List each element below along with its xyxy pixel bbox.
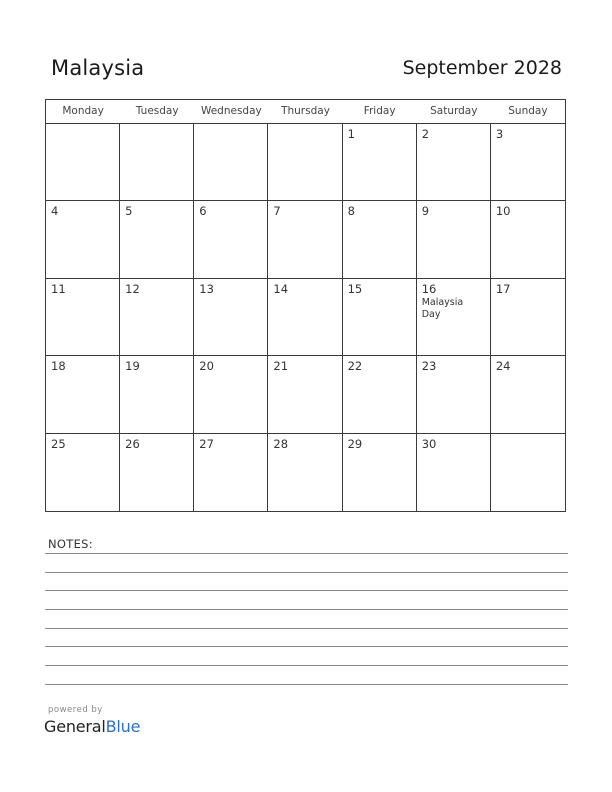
note-line: [45, 609, 568, 610]
day-cell: [46, 356, 120, 433]
day-number: 8: [347, 204, 355, 219]
brand-logo[interactable]: [44, 717, 140, 736]
day-cell: [491, 201, 565, 278]
day-number: 5: [125, 204, 133, 219]
brand-general-text: General: [44, 717, 106, 736]
day-cell: [194, 434, 268, 511]
day-cell: [417, 201, 491, 278]
powered-by-text: powered by: [48, 705, 103, 715]
day-cell: [46, 279, 120, 356]
note-line: [45, 684, 568, 685]
day-cell: [491, 124, 565, 201]
day-cell: [491, 356, 565, 433]
day-number: 7: [273, 204, 281, 219]
country-title: Malaysia: [51, 56, 145, 80]
day-cell: [491, 434, 565, 511]
day-number: 11: [51, 281, 66, 296]
day-cell: [194, 201, 268, 278]
day-number: 6: [199, 204, 207, 219]
day-cell: [194, 356, 268, 433]
day-number: 23: [421, 359, 437, 374]
day-number: 15: [347, 281, 363, 296]
brand-blue-text: Blue: [105, 717, 141, 736]
day-cell: [268, 356, 342, 433]
day-cell: [46, 201, 120, 278]
weekday-tuesday: Tuesday: [135, 105, 179, 117]
day-cell: [120, 434, 194, 511]
day-number: 28: [273, 436, 289, 451]
day-cell: [417, 279, 491, 356]
day-cell: [120, 201, 194, 278]
day-number: 17: [495, 281, 511, 296]
day-cell: [417, 356, 491, 433]
note-line: [45, 553, 568, 554]
day-number: 1: [347, 127, 355, 141]
day-number: 3: [495, 127, 504, 141]
day-number: 21: [273, 359, 289, 374]
day-cell: [46, 434, 120, 511]
weekday-header-row: [46, 100, 565, 124]
day-cell: [120, 279, 194, 356]
day-number: 14: [273, 281, 289, 296]
day-cell: [120, 124, 194, 201]
day-number: 29: [347, 436, 363, 451]
calendar-grid: [46, 124, 565, 511]
day-cell: [417, 434, 491, 511]
day-cell: [343, 356, 417, 433]
day-cell: [343, 124, 417, 201]
day-number: 18: [51, 359, 66, 374]
day-number: 27: [199, 436, 214, 451]
day-number: 25: [51, 436, 66, 451]
day-number: 19: [125, 359, 140, 374]
day-cell: [46, 124, 120, 201]
note-line: [45, 572, 568, 573]
weekday-thursday: Thursday: [281, 105, 330, 117]
day-number: 22: [347, 359, 363, 374]
note-line: [45, 665, 568, 666]
day-number: 16: [421, 281, 437, 296]
note-line: [45, 628, 568, 629]
day-number: 4: [51, 204, 59, 219]
weekday-friday: Friday: [363, 105, 396, 117]
holiday-label: Malaysia Day: [421, 296, 464, 320]
day-cell: [343, 201, 417, 278]
weekday-saturday: Saturday: [430, 105, 478, 117]
day-number: 12: [125, 281, 140, 296]
day-cell: [194, 124, 268, 201]
day-cell: [417, 124, 491, 201]
day-number: 2: [421, 127, 430, 141]
note-line: [45, 646, 568, 647]
note-line: [45, 590, 568, 591]
day-cell: [268, 201, 342, 278]
weekday-wednesday: Wednesday: [200, 105, 262, 117]
day-cell: [268, 279, 342, 356]
day-number: 26: [125, 436, 140, 451]
day-cell: [491, 279, 565, 356]
day-cell: [343, 279, 417, 356]
day-cell: [268, 124, 342, 201]
weekday-sunday: Sunday: [508, 105, 548, 117]
day-number: 13: [199, 281, 214, 296]
day-number: 9: [421, 204, 430, 219]
weekday-monday: Monday: [62, 105, 104, 117]
day-number: 30: [421, 436, 437, 451]
day-cell: [343, 434, 417, 511]
day-cell: [194, 279, 268, 356]
day-cell: [120, 356, 194, 433]
day-number: 20: [199, 359, 214, 374]
day-cell: [268, 434, 342, 511]
day-number: 10: [495, 204, 511, 219]
month-year-title: September 2028: [402, 57, 562, 79]
day-number: 24: [495, 359, 511, 374]
calendar-table: [45, 99, 566, 512]
notes-label: NOTES:: [48, 537, 93, 551]
